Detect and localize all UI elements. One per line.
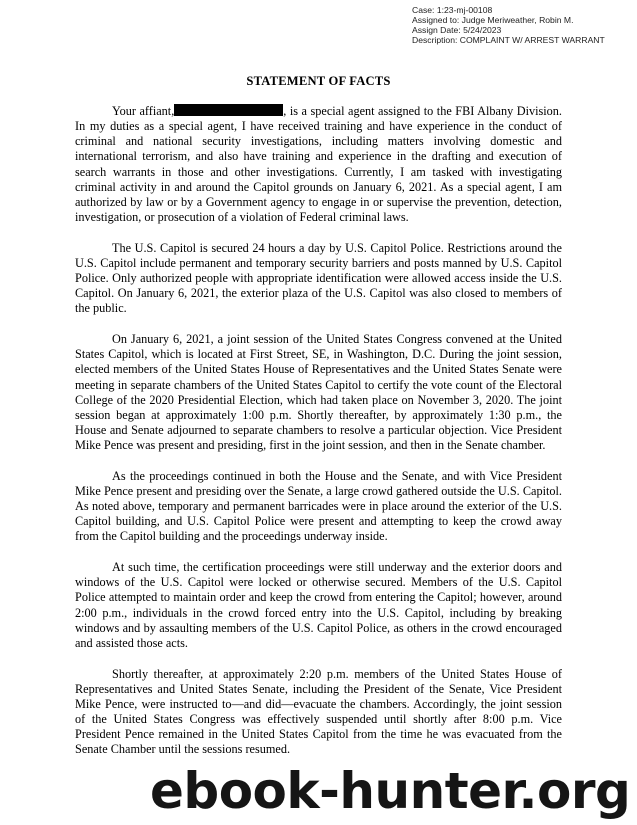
document-body [75, 104, 562, 773]
affiant-body-text: , is a special agent assigned to the FBI Albany Division. In my duties as a special agent, I have received training and have experience in the conduct of criminal and national security investigations, including matters involving domestic and international terrorism, and also have training and experience in the drafting and execution of search warrants in those and other investigations. Currently, I am tasked with investigating criminal activity in and around the Capitol grounds on January 6, 2021. As a special agent, I am authorized by law or by a Government agency to engage in or supervise the prevention, detection, investigation, or prosecution of a violation of Federal criminal laws. [75, 104, 562, 225]
paragraph-joint-session: On January 6, 2021, a joint session of the United States Congress convened at the United States Capitol, which is located at First Street, SE, in Washington, D.C. During the joint session, elected members of the United States House of Representatives and the United States Senate were meeting in separate chambers of the United States Capitol to certify the vote count of the Electoral College of the 2020 Presidential Election, which had taken place on November 3, 2020. The joint session began at approximately 1:00 p.m. Shortly thereafter, by approximately 1:30 p.m., the House and Senate adjourned to separate chambers to resolve a particular objection. Vice President Mike Pence was present and presiding, first in the joint session, and then in the Senate chamber. [75, 332, 562, 453]
watermark-text: ebook-hunter.org [150, 762, 631, 820]
case-number: Case: 1:23-mj-00108 [412, 5, 493, 15]
paragraph-evacuation: Shortly thereafter, at approximately 2:20 p.m. members of the United States House of Representatives and United States Senate, including the President of the Senate, Vice President Mike Pence, were instructed to—and did—evacuate the chambers. Accordingly, the joint session of the United States Congress was effectively suspended until shortly after 8:00 p.m. Vice President Pence remained in the United States Capitol from the time he was evacuated from the Senate Chamber until the sessions resumed. [75, 666, 562, 757]
case-description: Description: COMPLAINT W/ ARREST WARRANT [412, 35, 605, 45]
paragraph-crowd-gathered: As the proceedings continued in both the House and the Senate, and with Vice President Mike Pence present and presiding over the Senate, a large crowd gathered outside the U.S. Capitol. As noted above, temporary and permanent barricades were in place around the exterior of the U.S. Capitol building, and U.S. Capitol Police were present and attempting to keep the crowd away from the Capitol building and the proceedings underway inside. [75, 468, 562, 544]
paragraph-affiant [75, 104, 562, 225]
redaction-block [174, 104, 283, 116]
affiant-intro-text: Your affiant, [112, 104, 175, 118]
assign-date: Assign Date: 5/24/2023 [412, 25, 502, 35]
paragraph-capitol-security: The U.S. Capitol is secured 24 hours a day by U.S. Capitol Police. Restrictions around the U.S. Capitol include permanent and temporary security barriers and posts manned by U.S. Capitol Police. Only authorized people with appropriate identification were allowed access inside the U.S. Capitol. On January 6, 2021, the exterior plaza of the U.S. Capitol was also closed to members of the public. [75, 240, 562, 316]
assigned-judge: Assigned to: Judge Meriweather, Robin M. [412, 15, 574, 25]
document-title: STATEMENT OF FACTS [246, 74, 391, 88]
case-header [412, 5, 605, 45]
paragraph-forced-entry: At such time, the certification proceedings were still underway and the exterior doors and windows of the U.S. Capitol were locked or otherwise secured. Members of the U.S. Capitol Police attempted to maintain order and keep the crowd from entering the Capitol; however, around 2:00 p.m., individuals in the crowd forced entry into the U.S. Capitol, including by breaking windows and by assaulting members of the U.S. Capitol Police, as others in the crowd encouraged and assisted those acts. [75, 560, 562, 650]
